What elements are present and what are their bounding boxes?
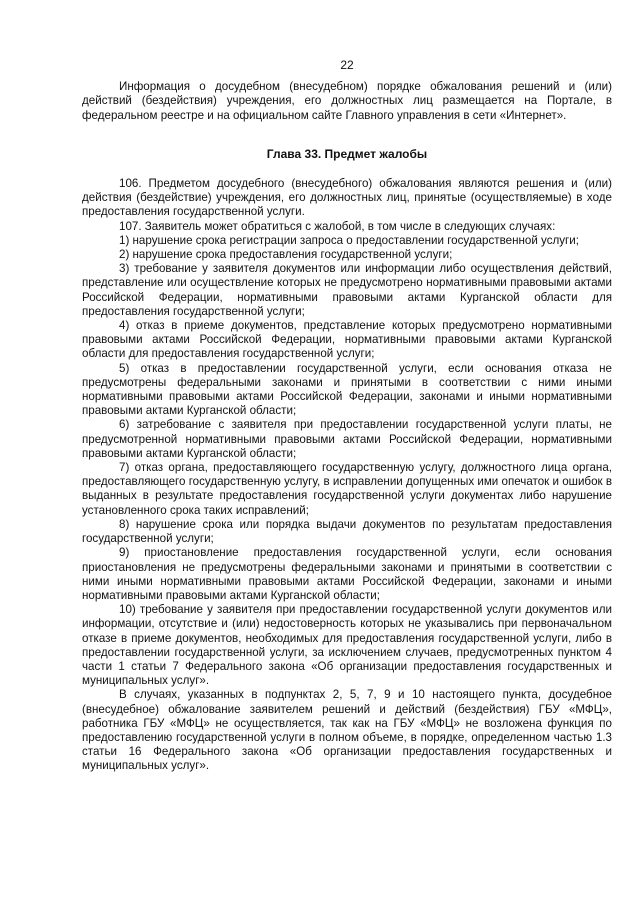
intro-paragraph: Информация о досудебном (внесудебном) порядке обжалования решений и (или) действий (бездействия) учреждения, его должностных лиц размещается на Портале, в федеральном реестре и на официальном сайте Главного управления в сети «Интернет». bbox=[82, 80, 612, 122]
list-item-3: 3) требование у заявителя документов или информации либо осуществления действий, представление или осуществление которых не предусмотрено нормативными правовыми актами Российской Федерации, нормативными правовыми актами Курганской области для предоставления государственной услуги; bbox=[82, 262, 612, 318]
list-item-8: 8) нарушение срока или порядка выдачи документов по результатам предоставления государственной услуги; bbox=[82, 517, 612, 546]
page-number: 22 bbox=[340, 58, 354, 72]
list-item-9: 9) приостановление предоставления государственной услуги, если основания приостановления не предусмотрены федеральными законами и принятыми в соответствии с ними иными нормативными правовыми актами Российской Федерации, законами и иными нормативными правовыми актами Курганской области; bbox=[82, 546, 612, 602]
paragraph-106: 106. Предметом досудебного (внесудебного) обжалования являются решения и (или) действия (бездействие) учреждения, его должностных лиц, принятые (осуществляемые) в ходе предоставления государственной услуги. bbox=[82, 177, 612, 219]
list-item-4: 4) отказ в приеме документов, представление которых предусмотрено нормативными правовыми актами Российской Федерации, нормативными правовыми актами Курганской области для предоставления государственной услуги; bbox=[82, 319, 612, 361]
list-item-2: 2) нарушение срока предоставления государственной услуги; bbox=[119, 248, 453, 262]
closing-paragraph: В случаях, указанных в подпунктах 2, 5, 7, 9 и 10 настоящего пункта, досудебное (внесудебное) обжалование заявителем решений и действий (бездействия) ГБУ «МФЦ», работника ГБУ «МФЦ» не осуществляется, так как на ГБУ «МФЦ» не возложена функция по предоставлению государственной услуги в полном объеме, в порядке, определенном частью 1.3 статьи 16 Федерального закона «Об организации предоставления государственных и муниципальных услуг». bbox=[82, 688, 612, 773]
paragraph-107: 107. Заявитель может обратиться с жалобой, в том числе в следующих случаях: bbox=[119, 219, 556, 233]
list-item-1: 1) нарушение срока регистрации запроса о предоставлении государственной услуги; bbox=[119, 233, 579, 247]
page-content bbox=[82, 58, 612, 774]
list-item-7: 7) отказ органа, предоставляющего государственную услугу, должностного лица органа, предоставляющего государственную услугу, в исправлении допущенных ими опечаток и ошибок в выданных в результате предоставления государственной услуги документах либо нарушение установленного срока таких исправлений; bbox=[82, 461, 612, 517]
list-item-6: 6) затребование с заявителя при предоставлении государственной услуги платы, не предусмотренной нормативными правовыми актами Российской Федерации, нормативными правовыми актами Курганской области; bbox=[82, 418, 612, 460]
chapter-title: Глава 33. Предмет жалобы bbox=[266, 146, 428, 161]
list-item-10: 10) требование у заявителя при предоставлении государственной услуги документов или информации, отсутствие и (или) недостоверность которых не указывались при первоначальном отказе в приеме документов, необходимых для предоставления государственной услуги, либо в предоставлении государственной услуги, за исключением случаев, предусмотренных пунктом 4 части 1 статьи 7 Федерального закона «Об организации предоставления государственных и муниципальных услуг». bbox=[82, 603, 612, 688]
list-item-5: 5) отказ в предоставлении государственной услуги, если основания отказа не предусмотрены федеральными законами и принятыми в соответствии с ними иными нормативными правовыми актами Российской Федерации, законами и иными нормативными правовыми актами Курганской области; bbox=[82, 361, 612, 418]
